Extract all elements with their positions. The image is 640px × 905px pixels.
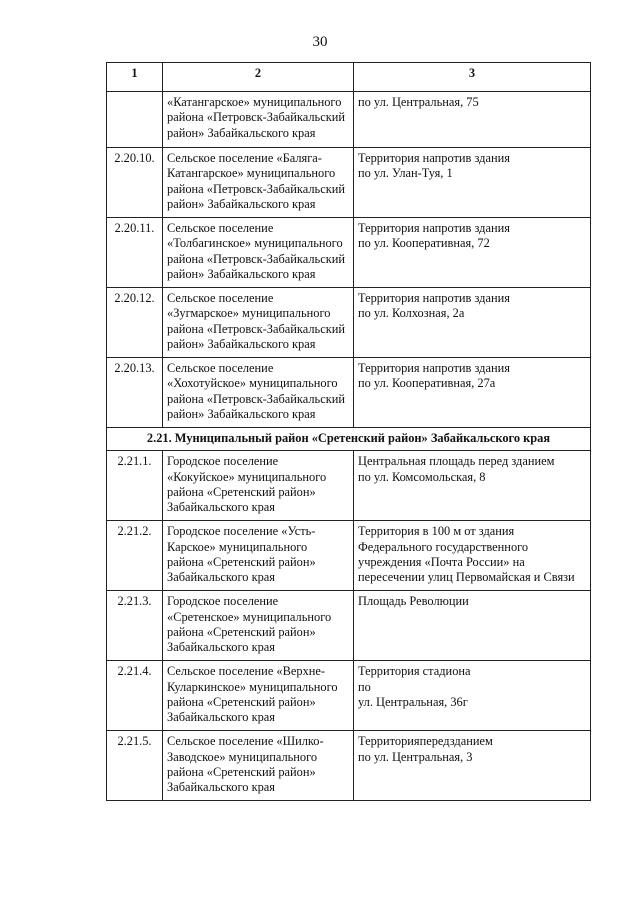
cell-text-line: Городское поселение	[167, 594, 279, 609]
cell-text-line: район» Забайкальского края	[167, 266, 316, 281]
cell-text-line: района «Петровск-Забайкальский	[167, 321, 345, 336]
section-heading-row	[107, 428, 591, 451]
item-number: 2.21.2.	[107, 521, 163, 591]
location-description	[354, 451, 591, 521]
cell-text-line: «Кокуйское» муниципального	[167, 469, 327, 484]
settlement-name	[163, 288, 354, 358]
cell-text-line: по ул. Колхозная, 2а	[358, 306, 465, 321]
cell-text-line: по	[358, 679, 371, 694]
cell-text-line: район» Забайкальского края	[167, 125, 316, 140]
locations-table	[106, 62, 591, 801]
cell-text-line: района «Петровск-Забайкальский	[167, 391, 345, 406]
table-row	[107, 358, 591, 428]
settlement-name	[163, 358, 354, 428]
cell-text-line: Забайкальского края	[167, 640, 275, 655]
cell-text-line: ул. Центральная, 36г	[358, 694, 468, 709]
item-number: 2.20.12.	[107, 288, 163, 358]
table-header-row	[107, 63, 591, 92]
cell-text-line: по ул. Кооперативная, 72	[358, 236, 490, 251]
location-description	[354, 661, 591, 731]
location-description	[354, 521, 591, 591]
cell-text-line: район» Забайкальского края	[167, 196, 316, 211]
cell-text-line: Территория напротив здания	[358, 361, 510, 375]
table-row	[107, 148, 591, 218]
settlement-name	[163, 451, 354, 521]
item-number: 2.20.11.	[107, 218, 163, 288]
column-header: 1	[107, 63, 163, 92]
cell-text-line: Карское» муниципального	[167, 539, 308, 554]
cell-text-line: «Зугмарское» муниципального	[167, 306, 331, 321]
cell-text-line: Сельское поселение «Баляга-	[167, 151, 322, 165]
settlement-name	[163, 521, 354, 591]
cell-text-line: района «Сретенский район»	[167, 694, 316, 709]
justified-word: зданием	[449, 734, 493, 749]
item-number: 2.20.10.	[107, 148, 163, 218]
cell-text-line: Территория напротив здания	[358, 151, 510, 165]
column-header: 2	[163, 63, 354, 92]
item-number: 2.20.13.	[107, 358, 163, 428]
settlement-name	[163, 218, 354, 288]
justified-word: Территория	[358, 734, 420, 749]
justified-line	[358, 734, 586, 749]
location-description	[354, 731, 591, 801]
table-row	[107, 521, 591, 591]
location-description	[354, 591, 591, 661]
cell-text-line: «Сретенское» муниципального	[167, 609, 332, 624]
cell-text-line: Центральная площадь перед зданием	[358, 454, 555, 469]
cell-text-line: Территория стадиона	[358, 664, 471, 679]
cell-text-line: Заводское» муниципального	[167, 749, 318, 764]
cell-text-line: по ул. Центральная, 75	[358, 95, 479, 109]
cell-text-line: района «Петровск-Забайкальский	[167, 251, 345, 266]
cell-text-line: района «Петровск-Забайкальский	[167, 181, 345, 196]
table-row	[107, 591, 591, 661]
cell-text-line: учреждения «Почта России» на	[358, 554, 525, 569]
cell-text-line: Забайкальского края	[167, 710, 275, 725]
cell-text-line: Городское поселение «Усть-	[167, 524, 316, 539]
cell-text-line: «Катангарское» муниципального	[167, 95, 342, 109]
cell-text-line: «Хохотуйское» муниципального	[167, 376, 338, 391]
cell-text-line: Площадь Революции	[358, 594, 469, 609]
cell-text-line: Федерального государственного	[358, 539, 529, 554]
cell-text-line: Сельское поселение «Верхне-	[167, 664, 326, 679]
cell-text-line: Забайкальского края	[167, 780, 275, 795]
item-number: 2.21.1.	[107, 451, 163, 521]
cell-text-line: района «Сретенский район»	[167, 554, 316, 569]
table-row	[107, 731, 591, 801]
settlement-name	[163, 92, 354, 148]
justified-word: перед	[419, 734, 450, 749]
column-header: 3	[354, 63, 591, 92]
settlement-name	[163, 731, 354, 801]
item-number: 2.21.5.	[107, 731, 163, 801]
cell-text-line: по ул. Кооперативная, 27а	[358, 376, 496, 391]
cell-text-line: пересечении улиц Первомайская и Связи	[358, 570, 575, 585]
settlement-name	[163, 661, 354, 731]
cell-text-line: района «Сретенский район»	[167, 484, 316, 499]
cell-text-line: район» Забайкальского края	[167, 406, 316, 421]
table-row	[107, 661, 591, 731]
cell-text-line: района «Сретенский район»	[167, 764, 316, 779]
cell-text-line: Территория в 100 м от здания	[358, 524, 515, 539]
item-number	[107, 92, 163, 148]
cell-text-line: Катангарское» муниципального	[167, 166, 336, 181]
cell-text-line: Куларкинское» муниципального	[167, 679, 338, 694]
cell-text-line: по ул. Центральная, 3	[358, 749, 473, 764]
table-row	[107, 92, 591, 148]
table-row	[107, 218, 591, 288]
settlement-name	[163, 148, 354, 218]
cell-text-line: по ул. Улан-Туя, 1	[358, 166, 453, 181]
cell-text-line: Забайкальского края	[167, 570, 275, 585]
cell-text-line: района «Петровск-Забайкальский	[167, 110, 345, 125]
table-row	[107, 288, 591, 358]
location-description	[354, 288, 591, 358]
settlement-name	[163, 591, 354, 661]
location-description	[354, 148, 591, 218]
cell-text-line: Территория напротив здания	[358, 221, 510, 235]
item-number: 2.21.3.	[107, 591, 163, 661]
cell-text-line: Сельское поселение	[167, 361, 274, 375]
cell-text-line: Сельское поселение	[167, 291, 274, 305]
cell-text-line: Забайкальского края	[167, 500, 275, 515]
table-row	[107, 451, 591, 521]
cell-text-line: район» Забайкальского края	[167, 336, 316, 351]
cell-text-line: Городское поселение	[167, 454, 279, 469]
cell-text-line: «Толбагинское» муниципального	[167, 236, 343, 251]
item-number: 2.21.4.	[107, 661, 163, 731]
section-title: 2.21. Муниципальный район «Сретенский район» Забайкальского края	[107, 428, 591, 451]
cell-text-line: Территория напротив здания	[358, 291, 510, 305]
cell-text-line: Сельское поселение	[167, 221, 274, 235]
location-description	[354, 358, 591, 428]
location-description	[354, 218, 591, 288]
page-number: 30	[312, 34, 328, 50]
cell-text-line: района «Сретенский район»	[167, 624, 316, 639]
cell-text-line: Сельское поселение «Шилко-	[167, 734, 324, 749]
location-description	[354, 92, 591, 148]
cell-text-line: по ул. Комсомольская, 8	[358, 469, 486, 484]
